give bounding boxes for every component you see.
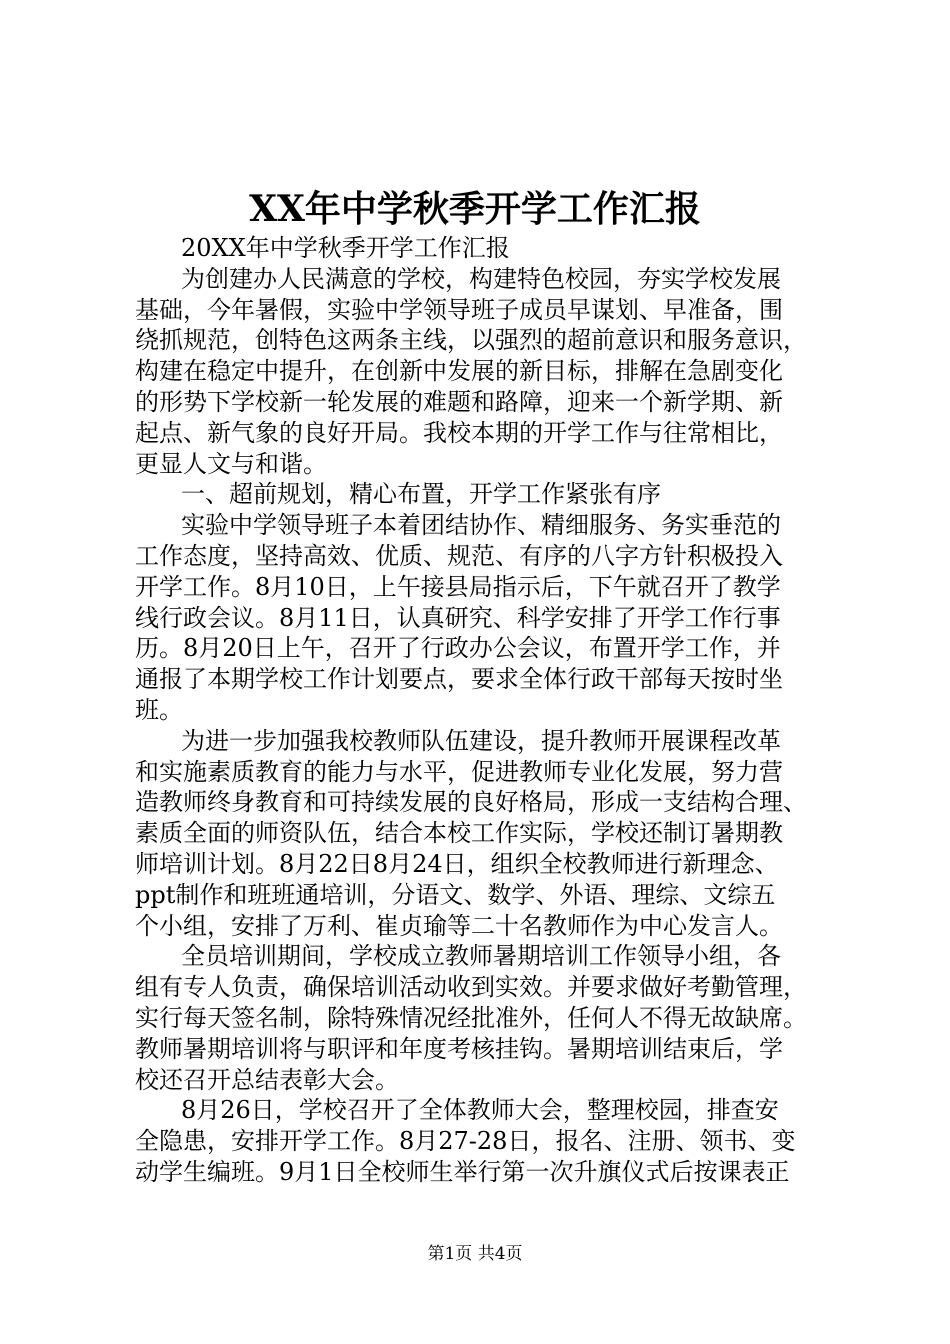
paragraph-line: 开学工作。8月10日，上午接县局指示后，下午就召开了教学: [135, 572, 781, 601]
paragraph-line: 构建在稳定中提升，在创新中发展的新目标，排解在急剧变化: [135, 357, 783, 386]
paragraph-line: 为进一步加强我校教师队伍建设，提升教师开展课程改革: [181, 726, 781, 755]
section-heading: 一、超前规划，精心布置，开学工作紧张有序: [181, 480, 661, 509]
paragraph-line: 造教师终身教育和可持续发展的良好格局，形成一支结构合理、: [135, 788, 807, 817]
paragraph-line: 动学生编班。9月1日全校师生举行第一次升旗仪式后按课表正: [135, 1157, 790, 1186]
paragraph-line: 个小组，安排了万利、崔贞瑜等二十名教师作为中心发言人。: [135, 911, 783, 940]
paragraph-line: 的形势下学校新一轮发展的难题和路障，迎来一个新学期、新: [135, 387, 783, 416]
paragraph-line: 历。8月20日上午，召开了行政办公会议，布置开学工作，并: [135, 634, 781, 663]
paragraph-line: 8月26日，学校召开了全体教师大会，整理校园，排查安: [181, 1096, 779, 1125]
paragraph-line: 全隐患，安排开学工作。8月27-28日，报名、注册、领书、变: [135, 1127, 796, 1156]
document-body: [135, 233, 825, 1188]
paragraph-line: 工作态度，坚持高效、优质、规范、有序的八字方针积极投入: [135, 541, 783, 570]
paragraph-line: 通报了本期学校工作计划要点，要求全体行政干部每天按时坐: [135, 665, 783, 694]
paragraph-line: 更显人文与和谐。: [135, 449, 327, 478]
paragraph-line: 和实施素质教育的能力与水平，促进教师专业化发展，努力营: [135, 757, 783, 786]
page-footer: 第1页 共4页: [427, 1244, 523, 1264]
paragraph-line: 师培训计划。8月22日8月24日，组织全校教师进行新理念、: [135, 849, 779, 878]
paragraph-line: 班。: [135, 695, 183, 724]
paragraph-line: 线行政会议。8月11日，认真研究、科学安排了开学工作行事: [135, 603, 781, 632]
paragraph-line: 基础，今年暑假，实验中学领导班子成员早谋划、早准备，围: [135, 295, 783, 324]
document-title: XX年中学秋季开学工作汇报: [249, 188, 701, 230]
paragraph-line: 组有专人负责，确保培训活动收到实效。并要求做好考勤管理，: [135, 973, 807, 1002]
paragraph-line: ppt制作和班班通培训，分语文、数学、外语、理综、文综五: [135, 880, 776, 909]
paragraph-line: 实验中学领导班子本着团结协作、精细服务、务实垂范的: [181, 511, 781, 540]
paragraph-line: 校还召开总结表彰大会。: [135, 1065, 399, 1094]
paragraph-line: 实行每天签名制，除特殊情况经批准外，任何人不得无故缺席。: [135, 1003, 807, 1032]
paragraph-line: 全员培训期间，学校成立教师暑期培训工作领导小组，各: [181, 942, 781, 971]
subtitle-line: 20XX年中学秋季开学工作汇报: [181, 234, 510, 262]
paragraph-line: 绕抓规范，创特色这两条主线，以强烈的超前意识和服务意识，: [135, 326, 807, 355]
paragraph-line: 为创建办人民满意的学校，构建特色校园，夯实学校发展: [181, 264, 781, 293]
paragraph-line: 教师暑期培训将与职评和年度考核挂钩。暑期培训结束后，学: [135, 1034, 783, 1063]
paragraph-line: 起点、新气象的良好开局。我校本期的开学工作与往常相比，: [135, 418, 783, 447]
paragraph-line: 素质全面的师资队伍，结合本校工作实际，学校还制订暑期教: [135, 819, 783, 848]
